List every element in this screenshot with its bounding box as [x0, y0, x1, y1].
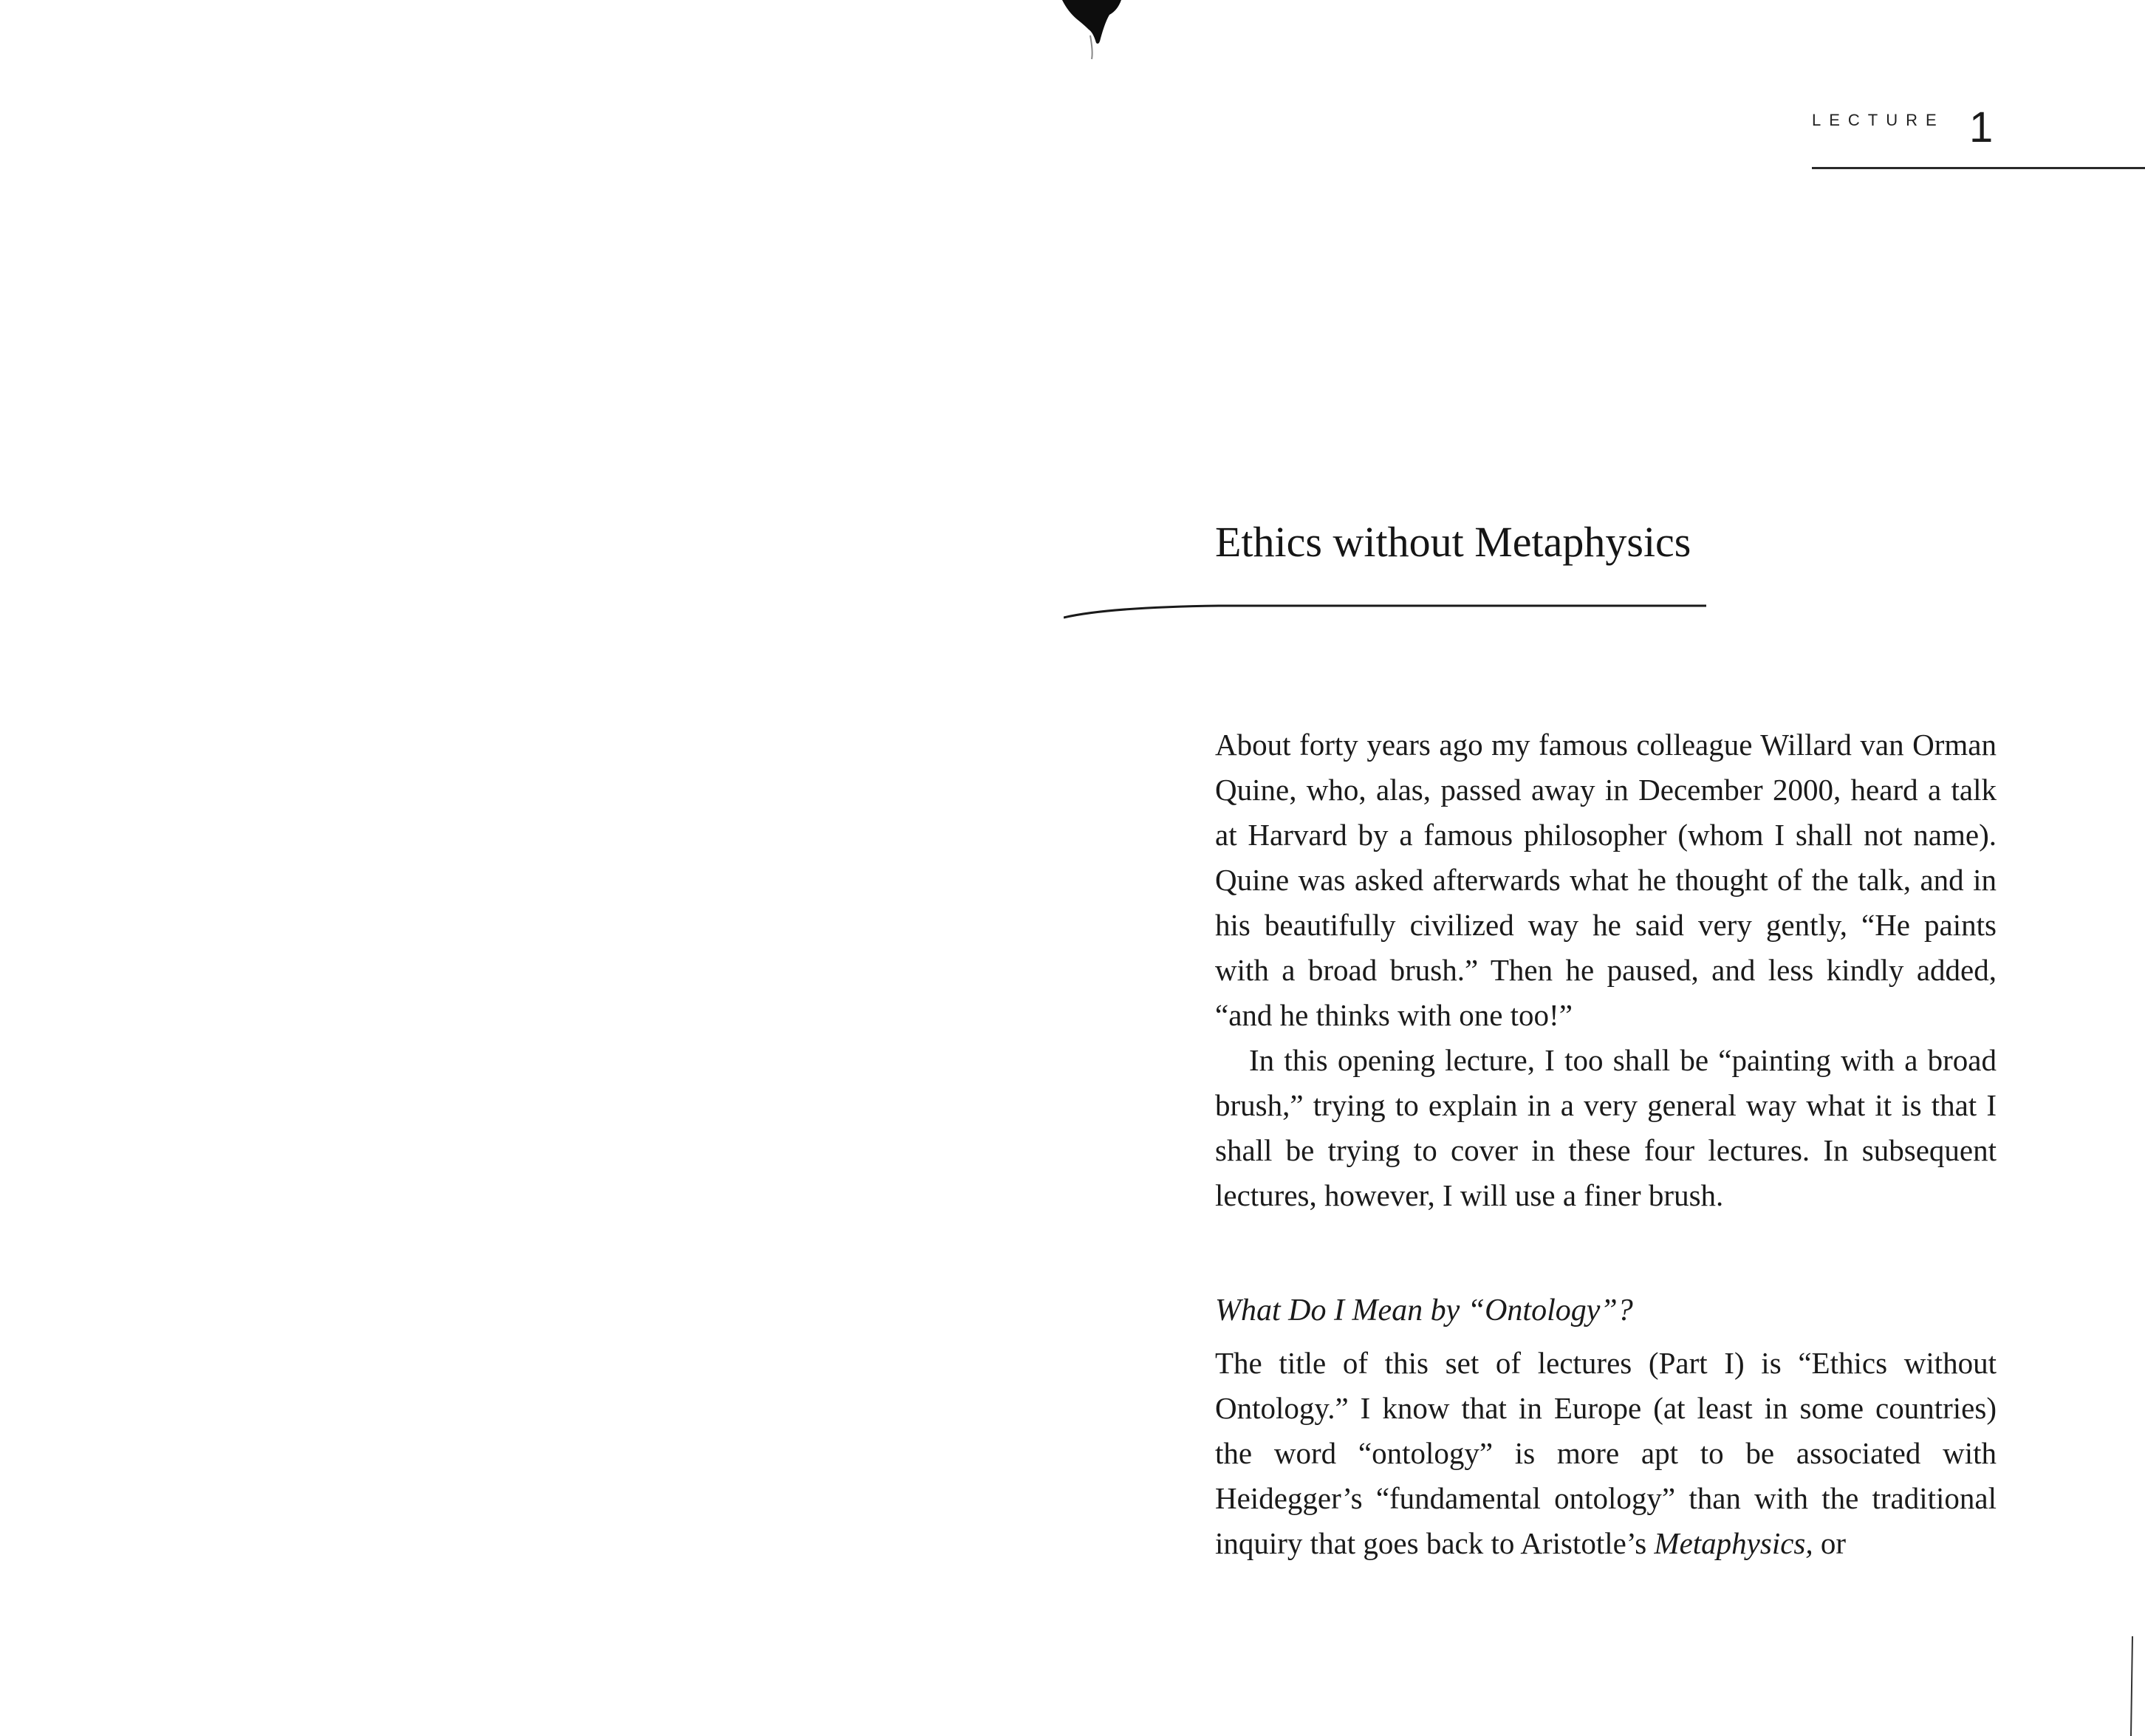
- lecture-number: 1: [1969, 103, 1994, 151]
- paragraph-3-text: The title of this set of lectures (Part I) is “Ethics without Ontology.” I know that in Europe (at least in some countries) the word “ontology” is more apt to be associated with Heidegger’s “fundamental ontology” than with the traditional inquiry that goes back to Aristotle’s: [1215, 1346, 1997, 1560]
- paragraph-3-end: or: [1813, 1526, 1847, 1560]
- lecture-label: LECTURE: [1812, 111, 1945, 129]
- header-rule: [1812, 167, 2145, 169]
- paragraph-3-italic: Metaphysics,: [1654, 1526, 1813, 1560]
- ink-blot: [1047, 0, 1136, 81]
- chapter-title: Ethics without Metaphysics: [1215, 518, 1691, 566]
- paragraph-1: About forty years ago my famous colleague Willard van Orman Quine, who, alas, passed away in December 2000, heard a talk at Harvard by a famous philosopher (whom I shall not name). Quine was asked afterwards what he thought of the talk, and in his beautifully civilized way he said very gently, “He paints with a broad brush.” Then he paused, and less kindly added, “and he thinks with one too!”: [1215, 728, 1997, 1032]
- paragraph-3: [1215, 1341, 1997, 1566]
- title-rule: [1064, 600, 1706, 621]
- section-heading: What Do I Mean by “Ontology”?: [1215, 1294, 1633, 1327]
- page-edge-mark: [2129, 1636, 2135, 1736]
- paragraph-2: In this opening lecture, I too shall be “painting with a broad brush,” trying to explain in a very general way what it is that I shall be trying to cover in these four lectures. In subsequent lectures, however, I will use a finer brush.: [1215, 1043, 1997, 1212]
- body-text: [1215, 722, 1997, 1566]
